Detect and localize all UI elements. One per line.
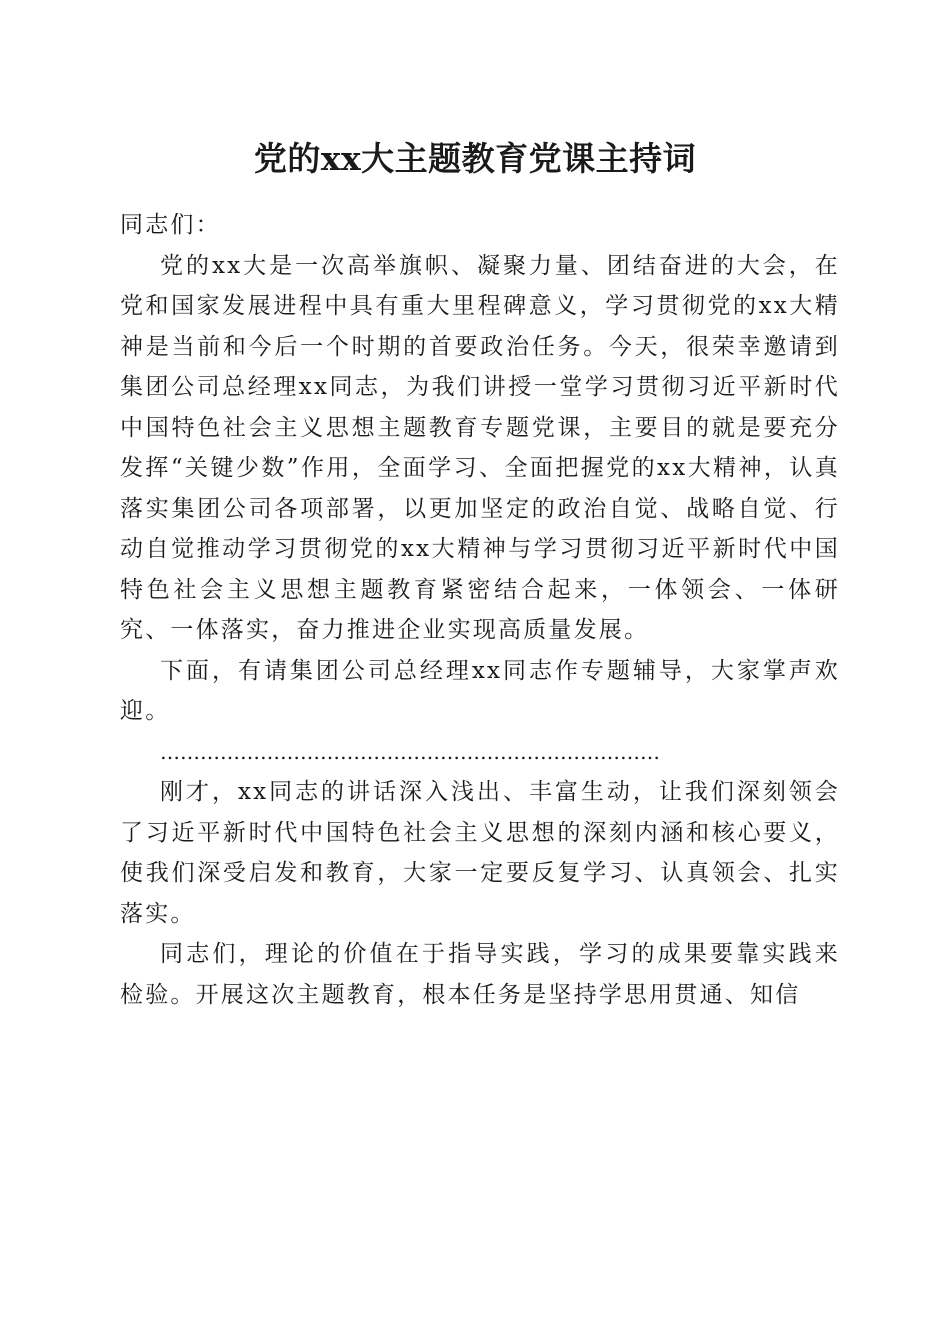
document-title: 党的xx大主题教育党课主持词 [253,139,697,178]
paragraph-invitation: 下面，有请集团公司总经理xx同志作专题辅导，大家掌声欢迎。 [120,657,840,724]
salutation: 同志们： [120,212,221,238]
paragraph-summary: 刚才，xx同志的讲话深入浅出、丰富生动，让我们深刻领会了习近平新时代中国特色社会主义思想的深刻内涵和核心要义，使我们深受启发和教育，大家一定要反复学习、认真领会、扎实落实。 [120,779,840,927]
document-body [120,205,840,1015]
paragraph-opening: 党的xx大是一次高举旗帜、凝聚力量、团结奋进的大会，在党和国家发展进程中具有重大里程碑意义，学习贯彻党的xx大精神是当前和今后一个时期的首要政治任务。今天，很荣幸邀请到集团公司总经理xx同志，为我们讲授一堂学习贯彻习近平新时代中国特色社会主义思想主题教育专题党课，主要目的就是要充分发挥“关键少数”作用，全面学习、全面把握党的xx大精神，认真落实集团公司各项部署，以更加坚定的政治自觉、战略自觉、行动自觉推动学习贯彻党的xx大精神与学习贯彻习近平新时代中国特色社会主义思想主题教育紧密结合起来，一体领会、一体研究、一体落实，奋力推进企业实现高质量发展。 [120,252,840,643]
paragraph-practice: 同志们，理论的价值在于指导实践，学习的成果要靠实践来检验。开展这次主题教育，根本任务是坚持学思用贯通、知信 [120,941,840,1008]
section-separator: ………………………………………………………………… [160,739,660,764]
